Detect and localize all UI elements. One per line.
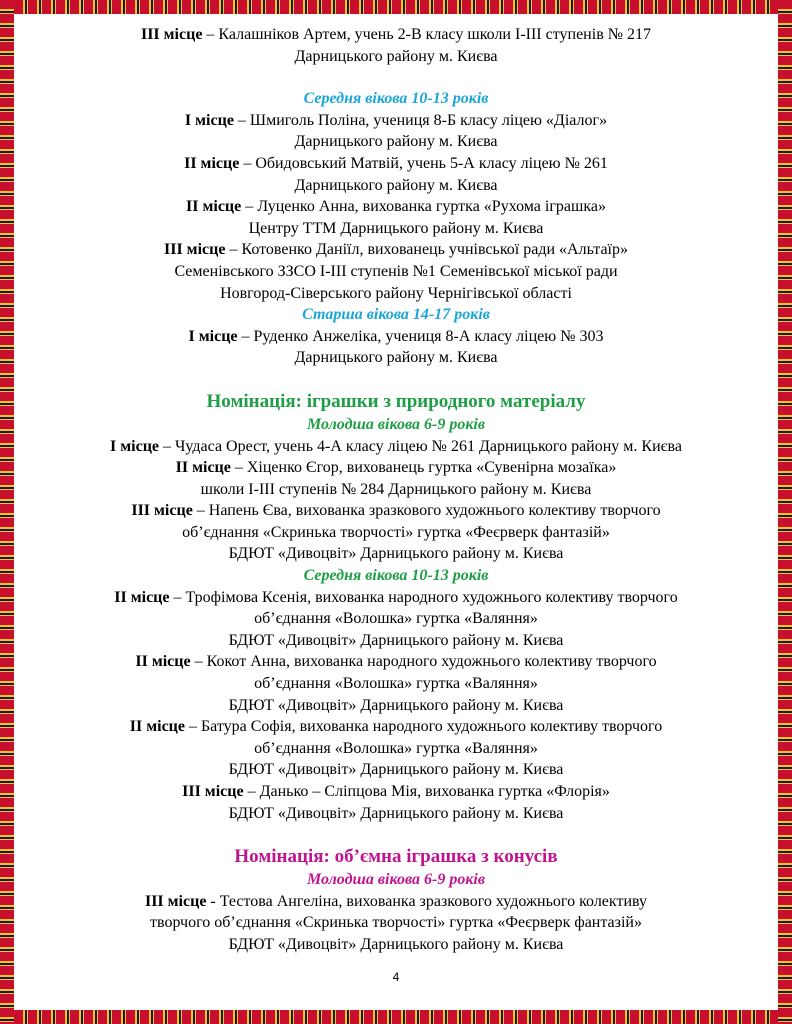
winner-detail: об’єднання «Волошка» гуртка «Валяння» (254, 610, 538, 628)
ornament-border-left (0, 0, 14, 1024)
place-label: ІІІ місце (144, 892, 207, 910)
place-label: ІІ місце (135, 653, 191, 671)
ornament-border-right (778, 0, 792, 1024)
winner-text: – Кокот Анна, вихованка народного художнього колективу творчого (190, 653, 657, 671)
place-label: І місце (188, 327, 238, 345)
age-group-heading: Середня вікова 10-13 років (303, 90, 489, 108)
winner-text: – Чудаса Орест, учень 4-А класу ліцею № 261 Дарницького району м. Києва (159, 437, 682, 455)
ornament-border-bottom (0, 1010, 792, 1024)
winner-detail: БДЮТ «Дивоцвіт» Дарницького району м. Києва (228, 696, 564, 714)
winner-entry (40, 500, 752, 522)
place-label: ІІ місце (184, 154, 240, 172)
winner-detail: Семенівського ЗЗСО І-ІІІ ступенів №1 Семенівської міської ради (174, 262, 618, 280)
place-label: ІІІ місце (131, 502, 193, 520)
winner-detail: БДЮТ «Дивоцвіт» Дарницького району м. Києва (228, 935, 564, 953)
winner-detail: БДЮТ «Дивоцвіт» Дарницького району м. Києва (228, 761, 564, 779)
age-group-heading: Молодша вікова 6-9 років (306, 415, 486, 433)
winner-detail: Дарницького району м. Києва (294, 47, 498, 65)
winner-text: – Напень Єва, вихованка зразкового художнього колективу творчого (192, 502, 661, 520)
winner-detail: Центру ТТМ Дарницького району м. Києва (248, 219, 544, 237)
winner-entry (40, 587, 752, 609)
winner-entry (40, 239, 752, 261)
winner-detail: Дарницького району м. Києва (294, 349, 498, 367)
place-label: І місце (110, 437, 160, 455)
age-group-heading: Середня вікова 10-13 років (303, 567, 489, 585)
place-label: І місце (184, 111, 234, 129)
winner-text: – Котовенко Даніїл, вихованець учнівської ради «Альтаїр» (225, 241, 628, 259)
winner-text: – Шмиголь Поліна, учениця 8-Б класу ліцею «Діалог» (233, 111, 608, 129)
winner-entry (40, 716, 752, 738)
place-label: ІІ місце (175, 459, 231, 477)
winner-text: – Данько – Сліпцова Мія, вихованка гуртка «Флорія» (243, 783, 610, 800)
winner-detail: об’єднання «Волошка» гуртка «Валяння» (254, 675, 538, 693)
winner-detail: БДЮТ «Дивоцвіт» Дарницького району м. Києва (228, 545, 564, 563)
winner-entry (40, 651, 752, 673)
winner-entry (40, 24, 752, 46)
place-label: III місце (140, 26, 203, 43)
winner-detail: школи І-ІІІ ступенів № 284 Дарницького району м. Києва (200, 480, 592, 498)
winner-entry (40, 457, 752, 479)
winner-detail: творчого об’єднання «Скринька творчості» гуртка «Феєрверк фантазій» (150, 914, 642, 932)
winner-detail: Новгород-Сіверського району Чернігівської області (220, 284, 572, 302)
place-label: ІІ місце (129, 718, 185, 736)
winner-text: – Луценко Анна, вихованка гуртка «Рухома іграшка» (241, 198, 606, 216)
nomination-heading: Номінація: об’ємна іграшка з конусів (234, 846, 558, 868)
winner-text: - Тестова Ангеліна, вихованка зразкового художнього колективу (206, 892, 648, 910)
winner-entry (40, 891, 752, 913)
ornament-border-top (0, 0, 792, 14)
winner-entry (40, 196, 752, 218)
winner-text: – Калашніков Артем, учень 2-В класу школи І-ІІІ ступенів № 217 (202, 26, 652, 43)
winner-entry (40, 153, 752, 175)
winner-text: – Хіценко Єгор, вихованець гуртка «Сувенірна мозаїка» (230, 459, 617, 477)
place-label: ІІ місце (186, 198, 242, 216)
winner-detail: Дарницького району м. Києва (294, 176, 498, 194)
winner-text: – Руденко Анжеліка, учениця 8-А класу ліцею № 303 (237, 327, 604, 345)
winner-entry (40, 110, 752, 132)
winner-entry (40, 326, 752, 348)
winner-text: – Обидовський Матвій, учень 5-А класу ліцею № 261 (239, 154, 608, 172)
winner-detail: об’єднання «Скринька творчості» гуртка «Феєрверк фантазій» (182, 523, 610, 541)
winner-detail: БДЮТ «Дивоцвіт» Дарницького району м. Києва (228, 631, 564, 649)
winner-detail: Дарницького району м. Києва (294, 133, 498, 151)
place-label: ІІІ місце (182, 783, 244, 800)
nomination-heading: Номінація: іграшки з природного матеріалу (206, 390, 586, 412)
age-group-heading: Старша вікова 14-17 років (302, 306, 490, 324)
winner-entry (40, 436, 752, 458)
page-number: 4 (392, 970, 400, 984)
document-body (40, 24, 752, 956)
age-group-heading: Молодша вікова 6-9 років (306, 871, 486, 889)
place-label: ІІ місце (114, 588, 170, 606)
winner-detail: об’єднання «Волошка» гуртка «Валяння» (254, 739, 538, 757)
winner-text: – Трофімова Ксенія, вихованка народного художнього колективу творчого (169, 588, 678, 606)
winner-detail: БДЮТ «Дивоцвіт» Дарницького району м. Києва (228, 804, 564, 822)
winner-text: – Батура Софія, вихованка народного художнього колективу творчого (184, 718, 663, 736)
winner-entry (40, 781, 752, 803)
place-label: ІІІ місце (164, 241, 226, 259)
